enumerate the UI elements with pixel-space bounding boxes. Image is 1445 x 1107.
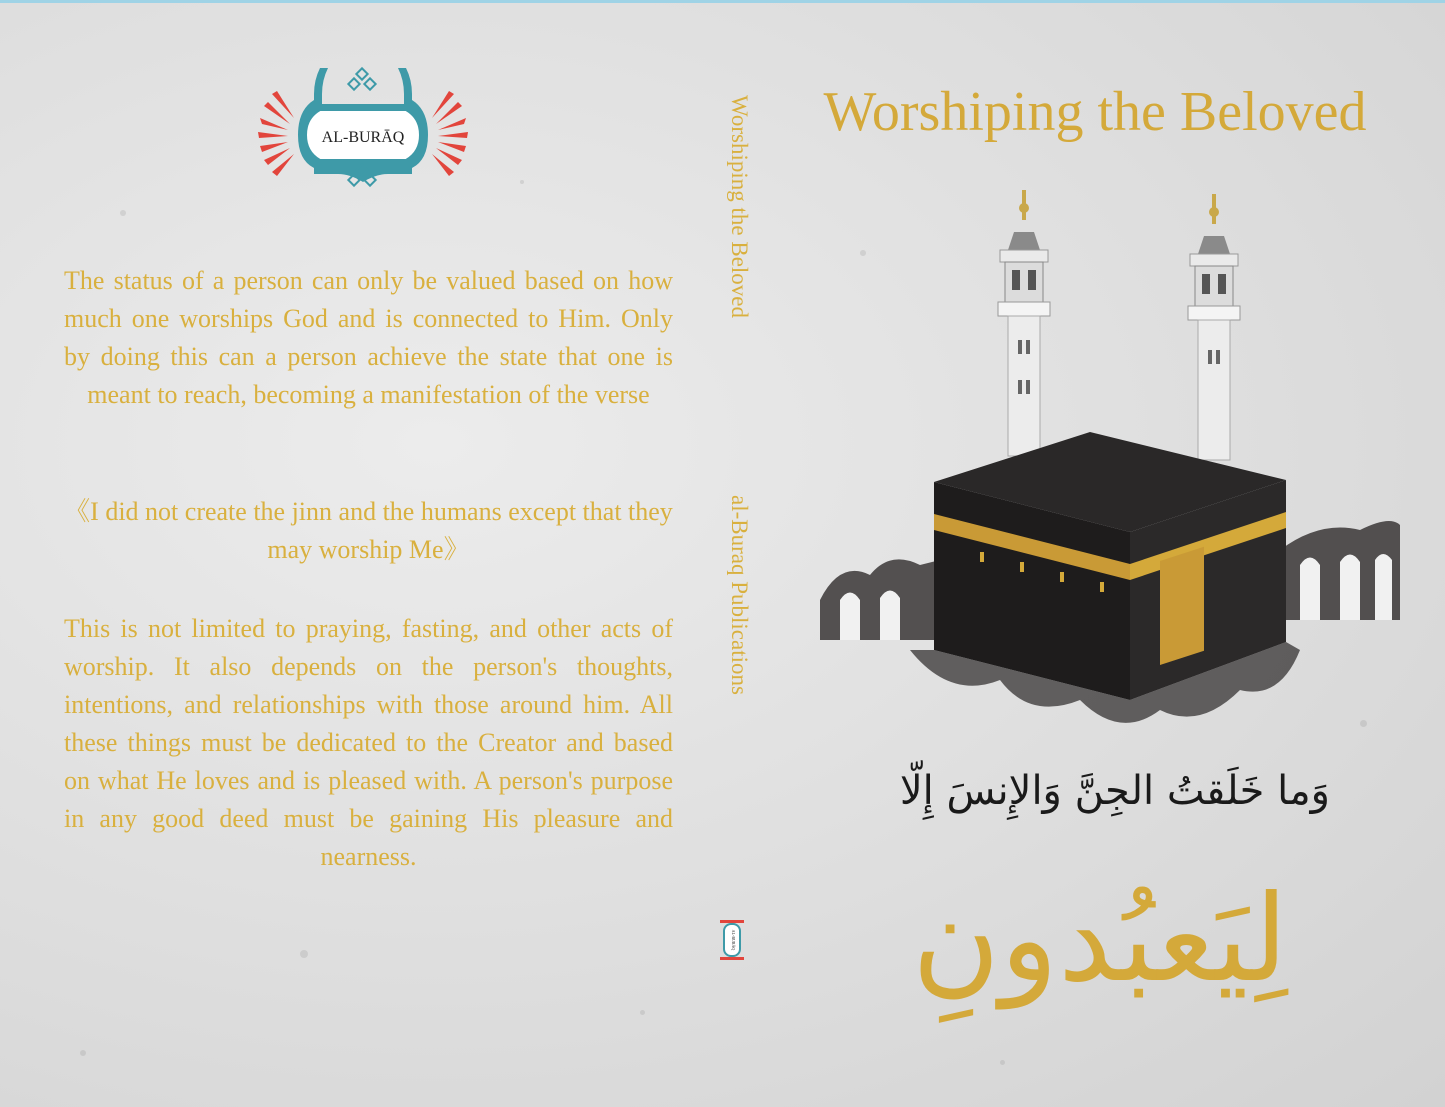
spine-publisher: al-Buraq Publications	[727, 495, 752, 695]
texture-speck	[520, 180, 524, 184]
minaret-right	[1188, 194, 1240, 460]
front-title: Worshiping the Beloved	[823, 81, 1367, 143]
texture-speck	[640, 1010, 645, 1015]
spine-logo-text: AL-BURĀQ	[731, 929, 736, 951]
logo-text: AL-BURĀQ	[321, 129, 405, 146]
texture-speck	[80, 1050, 86, 1056]
kaaba-illustration	[800, 180, 1420, 740]
texture-speck	[120, 210, 126, 216]
spine-title: Worshiping the Beloved	[727, 95, 752, 319]
top-border	[0, 0, 1445, 3]
back-verse: 《I did not create the jinn and the humans except that they may worship Me》	[64, 497, 673, 564]
texture-speck	[300, 950, 308, 958]
spine-logo	[718, 912, 746, 968]
minaret-left	[998, 190, 1050, 456]
back-paragraph-2: This is not limited to praying, fasting, and other acts of worship. It also depends on the person's thoughts, intentions, and relationships with those around him. All these things must be dedicated to the Creator and based on what He loves and is pleased with. A person's purpose in any good deed must be gaining His pleasure and nearness.	[64, 614, 673, 871]
arabic-verse-line-2: لِيَعبُدونِ	[912, 870, 1288, 1009]
al-buraq-logo	[258, 60, 468, 190]
arabic-verse-line-1: وَما خَلَقتُ الجِنَّ وَالإِنسَ إِلّا	[899, 768, 1330, 814]
texture-speck	[1000, 1060, 1005, 1065]
back-paragraph-1: The status of a person can only be valued based on how much one worships God and is connected to Him. Only by doing this can a person achieve the state that one is meant to reach, becoming a manifestation of the verse	[64, 266, 673, 409]
